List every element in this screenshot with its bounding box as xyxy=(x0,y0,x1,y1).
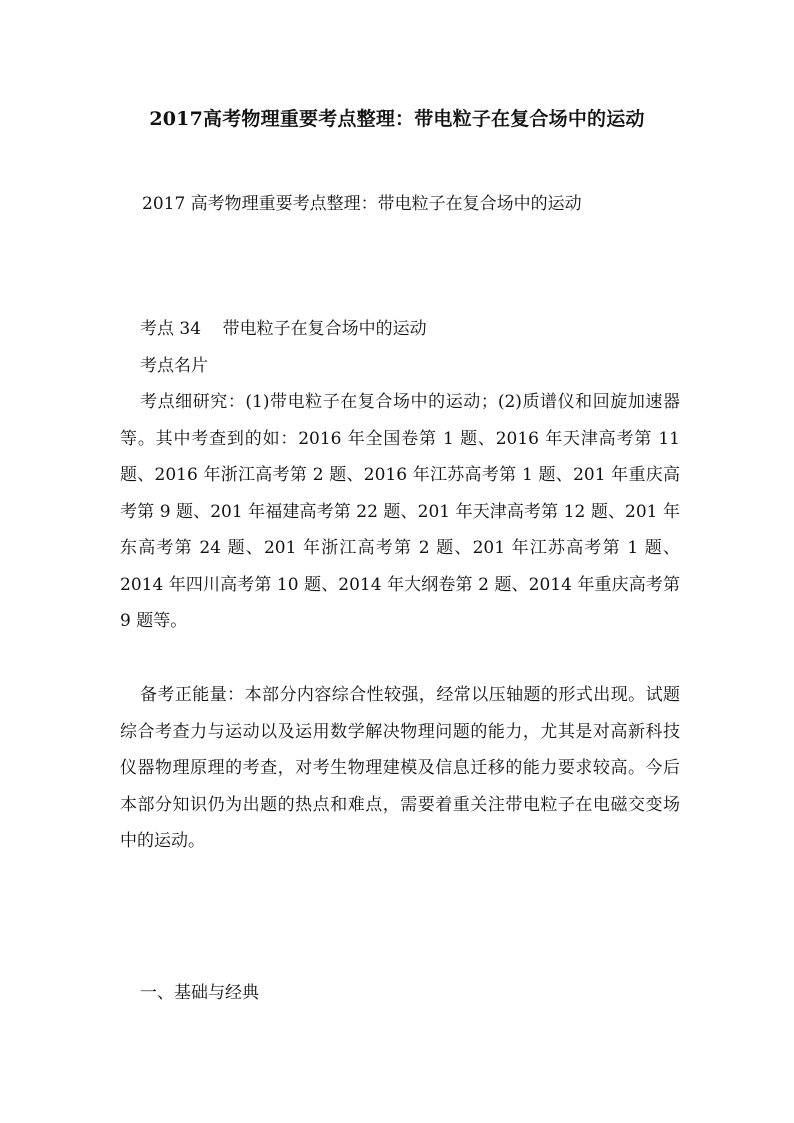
preparation-paragraph: 备考正能量：本部分内容综合性较强，经常以压轴题的形式出现。试题综合考查力与运动以及运用数学解决物理问题的能力，尤其是对高新科技仪器物理原理的考查，对考生物理建模及信息迁移的能力要求较高。今后本部分知识仍为出题的热点和难点，需要着重关注带电粒子在电磁交变场中的运动。 xyxy=(120,685,680,851)
topic-card-label: 考点名片 xyxy=(140,356,208,376)
document-title: 2017高考物理重要考点整理：带电粒子在复合场中的运动 xyxy=(149,108,645,130)
topic-heading: 考点 34 带电粒子在复合场中的运动 xyxy=(140,319,427,339)
research-paragraph: 考点细研究：(1)带电粒子在复合场中的运动；(2)质谱仪和回旋加速器等。其中考查到的如：2016 年全国卷第 1 题、2016 年天津高考第 11 题、2016 年浙江高考第 2 题、2016 年江苏高考第 1 题、201 年重庆高考第 9 题、201 年福建高考第 22 题、201 年天津高考第 12 题、201 年东高考第 24 题、201 年浙江高考第 2 题、201 年江苏高考第 1 题、2014 年四川高考第 10 题、2014 年大纲卷第 2 题、2014 年重庆高考第 9 题等。 xyxy=(120,392,680,631)
section-heading: 一、基础与经典 xyxy=(140,983,259,1003)
document-subtitle: 2017 高考物理重要考点整理：带电粒子在复合场中的运动 xyxy=(142,194,582,214)
